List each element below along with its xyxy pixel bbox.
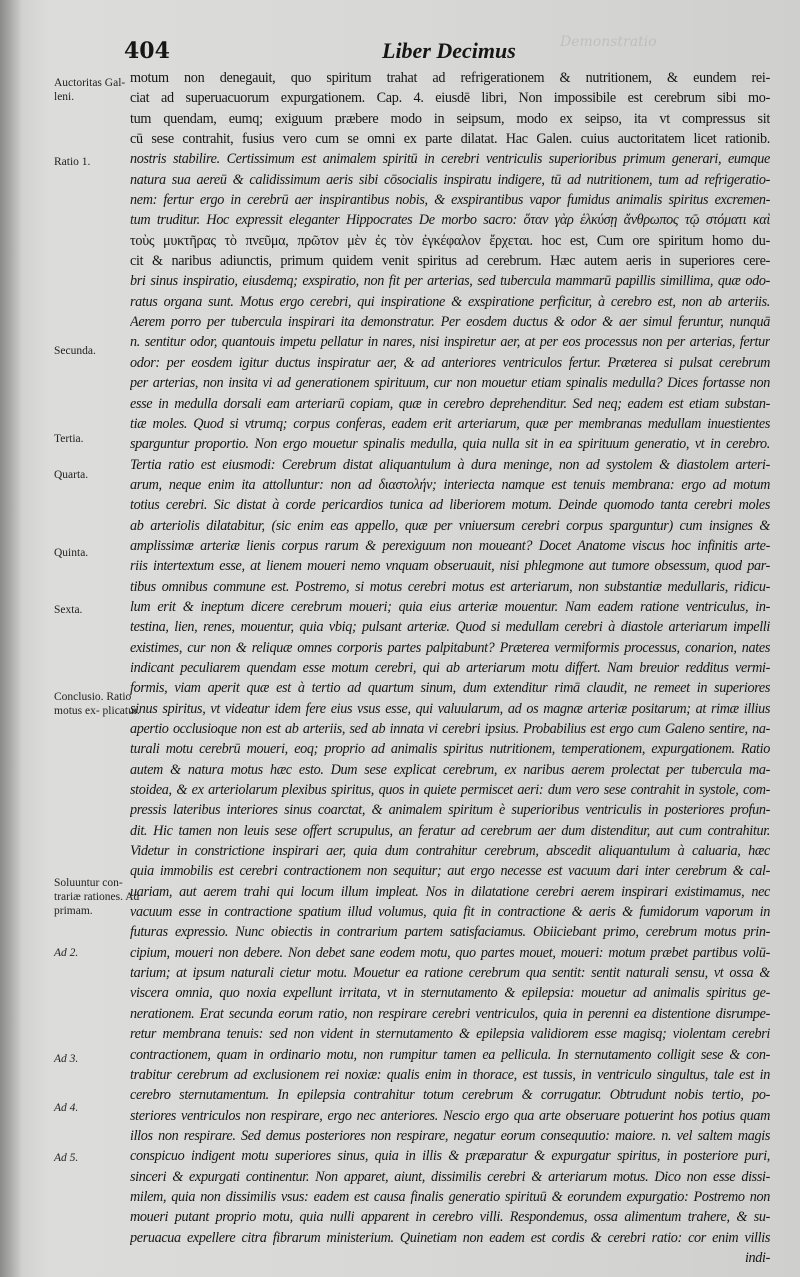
text-line: stoidea, & ex arteriolarum plexibus spiritus, quos in quiete permiscet aeri: dum vero sese contrahit in systole, com-	[130, 782, 770, 799]
text-line: tum quendam, eumq; exiguum præbere modo in seipsum, modo ex seipso, ita vt compressus sit	[130, 110, 770, 127]
text-line: pressis lateribus interiores sinus coarctat, & animalem spiritum è superioribus ventriculis in posteriores profun-	[130, 802, 770, 819]
text-line: cū sese contrahit, fusius vero cum se omni ex parte dilatat. Hac Galen. cuius auctoritatem licet rationib.	[130, 131, 770, 148]
text-line: arum, neque enim ita attolluntur: non ad διαστολήν; interiecta namque est tenuis membrana: ergo ad motum	[130, 476, 770, 493]
text-line: apertio occlusioque non est ab arteriis, sed ab innata vi cerebri ipsius. Probabilius est ergo cum Galeno sentire, na-	[130, 721, 770, 737]
text-line: futuras expressio. Nunc obiectis in contrarium partem satisfaciamus. Obiiciebant primo, cerebrum motus prin-	[130, 924, 770, 941]
margin-note-quinta: Quinta.	[54, 547, 89, 559]
text-line: esse in medulla dorsali eam arteriarū copiam, quæ in cerebro deprehenditur. Sed neq; eadem est etiam substan-	[130, 395, 770, 412]
text-line: τοὺς μυκτῆρας τὸ πνεῦμα, πρῶτον μὲν ἐς τὸν ἐγκέφαλον ἔρχεται. hoc est, Cum ore spiritum homo du-	[130, 232, 770, 249]
margin-note-secunda: Secunda.	[54, 345, 96, 357]
bleed-through-text: Demonstratio	[560, 34, 657, 50]
text-line: sparguntur proportio. Non ergo mouetur spinalis medulla, quia nulla sit in ea spirituum generatio, vt in cerebro.	[130, 436, 770, 453]
text-line: milem, quia non dissimilis vsus: eadem est causa finalis generatio spirituū & eorundem expurgatio: Postremo non	[130, 1188, 770, 1205]
text-line: natura sua aereū & calidissimum aeris sibi cōsocialis inspiratu indigere, tū ad nutritionem, tum ad refrigeratio-	[130, 171, 770, 188]
text-line: odor: per eosdem igitur ductus inspiratur aer, & ad anteriores ventriculos fertur. Præterea si pulsat cerebrum	[130, 354, 770, 371]
margin-note-auctoritas: Auctoritas Gal- leni.	[54, 77, 126, 103]
text-line: peruacua expellere citra fibrarum ministerium. Quinetiam non eadem est cordis & cerebri ratio: cor enim villis	[130, 1229, 770, 1246]
text-line: nostris stabilire. Certissimum est animalem spiritū in cerebri ventriculis superioribus primum generari, eumque	[130, 151, 770, 168]
text-line: tum truditur. Hoc expressit eleganter Hippocrates De morbo sacro: ὅταν γὰρ ἑλκύσῃ ἄνθρωπος τῷ στόματι καὶ	[130, 212, 770, 229]
text-line: steriores ventriculos non respirare, ergo nec anteriores. Nescio ergo qua arte obseruare potuerint hos potius quam	[130, 1107, 770, 1124]
text-line: ab arteriolis dilatabitur, (sic enim eas appello, quæ per vniuersum cerebri corpus sparguntur) cum insignes &	[130, 517, 770, 534]
margin-note-ad2: Ad 2.	[54, 947, 79, 959]
text-line: autem & natura motus hæc esto. Dum sese explicat cerebrum, ex naribus aerem prolectat per tubercula ma-	[130, 761, 770, 778]
text-line: retur membrana tenuis: sed non vident in sternutamento & epilepsia validiorem esse magisq; violentam cerebri	[130, 1026, 770, 1043]
text-line: lum erit & ineptum dicere cerebrum moueri; quia eius arteriæ mouentur. Nam eadem ratione ventriculus, in-	[130, 598, 770, 615]
margin-note-ad5: Ad 5.	[54, 1152, 79, 1164]
text-line: totius cerebri. Sic distat à corde pericardios tunica ad liberiorem motum. Deinde quomodo tanta cerebri moles	[130, 497, 770, 514]
text-line: moueri putant proprio motu, quia nulli apparent in cerebro villi. Respondemus, ossa alimentum trahere, & su-	[130, 1209, 770, 1226]
text-line: ciat ad superuacuorum expurgationem. Cap. 4. eiusdē libri, Non impossibile est cerebrum sibi mo-	[130, 90, 770, 107]
margin-note-tertia: Tertia.	[54, 433, 84, 445]
text-line: Videtur in constrictione inspirari aer, quia dum contrahitur cerebrum, abscedit aliquantulum à caluaria, hæc	[130, 843, 770, 860]
text-line: vacuum esse in contractione spatium illud volumus, quia fit in contractione & aeris & fumidorum vaporum in	[130, 904, 770, 921]
margin-notes	[0, 0, 140, 1277]
margin-note-quarta: Quarta.	[54, 469, 89, 481]
margin-note-ad4: Ad 4.	[54, 1102, 79, 1114]
text-line: Tertia ratio est eiusmodi: Cerebrum distat aliquantulum à dura meninge, non ad systolem & diastolem arteri-	[130, 456, 770, 473]
text-line: tarium; at ipsum naturali cietur motu. Mouetur ea ratione cerebrum qua sentit: sentit naturali sensu, vt ossa &	[130, 965, 770, 982]
text-line: conspicuo indigent motu superiores sinus, quia in illis & præparatur & expurgatur spiritus, in posteriore puri,	[130, 1148, 770, 1165]
text-line: trabitur cerebrum ad exclusionem rei noxiæ: qualis enim in thorace, est tussis, in ventriculo singultus, tale est in	[130, 1066, 770, 1083]
text-line: dit. Hic tamen non leuis sese offert scrupulus, an feratur ad cerebrum aer dum distenditur, aut cum contrahitur.	[130, 822, 770, 839]
text-line: existimes, cur non & reliquæ omnes corporis partes palpitabunt? Præterea vermiformis processus, conarion, nates	[130, 639, 770, 656]
text-line: viscera omnia, quo noxia expellunt irritata, vt in sternutamento & epilepsia: mouetur ad animalis spiritus ge-	[130, 985, 770, 1002]
text-line: formis, viam aperit quæ est à tertio ad quartum sinum, dum extenditur rimā claudit, ne remeet in superiores	[130, 680, 770, 697]
text-line: riis intertextum esse, at lienem moueri nemo vnquam obseruauit, nisi phlegmone aut tumore obsessum, quod par-	[130, 558, 770, 575]
text-line: cerebro sternutamentum. In epilepsia contrahitur totum cerebrum & corrugatur. Obtrudunt nobis tertio, po-	[130, 1087, 770, 1104]
text-line: contractionem, quam in ordinario motu, non rumpitur tamen ea pellicula. In sternutamento colligit sese & con-	[130, 1046, 770, 1063]
text-line: tibus omnibus commune est. Postremo, si motus cerebri motus est arteriarum, non substantiæ medullaris, ridicu-	[130, 578, 770, 595]
page-header	[124, 38, 770, 68]
margin-note-conclusio: Conclusio. Ratio motus ex- plicatur.	[54, 691, 140, 717]
margin-note-sexta: Sexta.	[54, 604, 83, 616]
page-number: 404	[124, 38, 170, 64]
text-line: amplissimæ arteriæ lienis corpus rarum & perexiguum non moueant? Docet Anatome viscus hoc infinitis arte-	[130, 537, 770, 554]
text-line: quia immobilis est cerebri contractionem non sequitur; aut ergo necesse est vacuum dari inter cerebrum & cal-	[130, 863, 770, 880]
margin-note-ad3: Ad 3.	[54, 1053, 79, 1065]
text-line: nerationem. Erat secunda eorum ratio, non respirare cerebri ventriculos, quia in perenni ea distentione disrumpe-	[130, 1005, 770, 1022]
running-head: Liber Decimus	[382, 38, 516, 63]
text-line: sinceri & expurgati continentur. Non apparet, aiunt, dissimilis cerebri & arteriarum motus. Dico non esse dissi-	[130, 1168, 770, 1185]
text-line: turali motu cerebrū moueri, eoq; proprio ad animalis spiritus nutritionem, temperationem, expurgationem. Ratio	[130, 741, 770, 758]
text-line: nem: fertur ergo in cerebrū aer inspirantibus nobis, & exspirantibus vapor fumidus animalis spiritus excremen-	[130, 192, 770, 209]
text-line: indi-	[744, 1249, 770, 1266]
text-line: Aerem porro per tubercula inspirari ita demonstratur. Per eosdem ductus & odor & aer simul feruntur, nunquā	[130, 314, 770, 331]
text-line: testina, lien, renes, mouentur, quia vbiq; pulsant arteriæ. Quod si medullam cerebri à diastole arteriarum impelli	[130, 619, 770, 636]
text-line: cit & naribus adiunctis, primum quidem venit spiritus ad cerebrum. Hæc autem aeris in superiores cere-	[130, 253, 770, 270]
text-line: sinus spiritus, vt videatur idem fere eius vsus esse, qui valuularum, ad os magnæ arteriæ positarum; at rimæ illius	[130, 700, 770, 717]
body-text	[130, 68, 770, 1268]
margin-note-ratio1: Ratio 1.	[54, 156, 91, 168]
text-line: tiæ moles. Quod si vtrumq; corpus conferas, eadem erit arteriarum, quæ per membranas medullam inuestientes	[130, 415, 770, 432]
text-line: ratus organa sunt. Motus ergo cerebri, qui inspiratione & exspiratione perficitur, à cerebro est, non ab arteriis.	[130, 293, 770, 310]
margin-note-soluuntur: Soluuntur con- trariæ rationes. Ad primam.	[54, 877, 140, 917]
text-line: motum non denegauit, quo spiritum trahat ad refrigerationem & nutritionem, & eundem rei-	[130, 70, 770, 86]
text-line: per arterias, non insita vi ad generationem spirituum, cur non mouetur etiam spinalis medulla? Dices fortasse non	[130, 375, 770, 392]
text-line: n. sentitur odor, quantouis impetu pellatur in nares, nisi inspiretur aer, at per eos processus non per arterias, fertur	[130, 334, 770, 351]
text-line: indicant peculiarem quendam esse motum cerebri, qui ab arteriarum motu differt. Nam breuior redditus vermi-	[130, 659, 770, 676]
text-line: uariam, aut aerem trahi qui locum illum impleat. Nos in dilatatione cerebri aerem inspirari existimamus, nec	[130, 883, 770, 900]
text-line: illos non respirare. Sed demus posteriores non respirare, negatur eorum consequutio: maiore. n. vel saltem magis	[130, 1127, 770, 1144]
text-line: cipium, moueri non debere. Non debet sane eodem motu, quo partes mouet, moueri: motum præbet partibus volū-	[130, 944, 770, 961]
text-line: bri sinus inspiratio, eiusdemq; exspiratio, non fit per arterias, sed tubercula mammarū papillis simillima, quæ odo-	[130, 273, 770, 290]
